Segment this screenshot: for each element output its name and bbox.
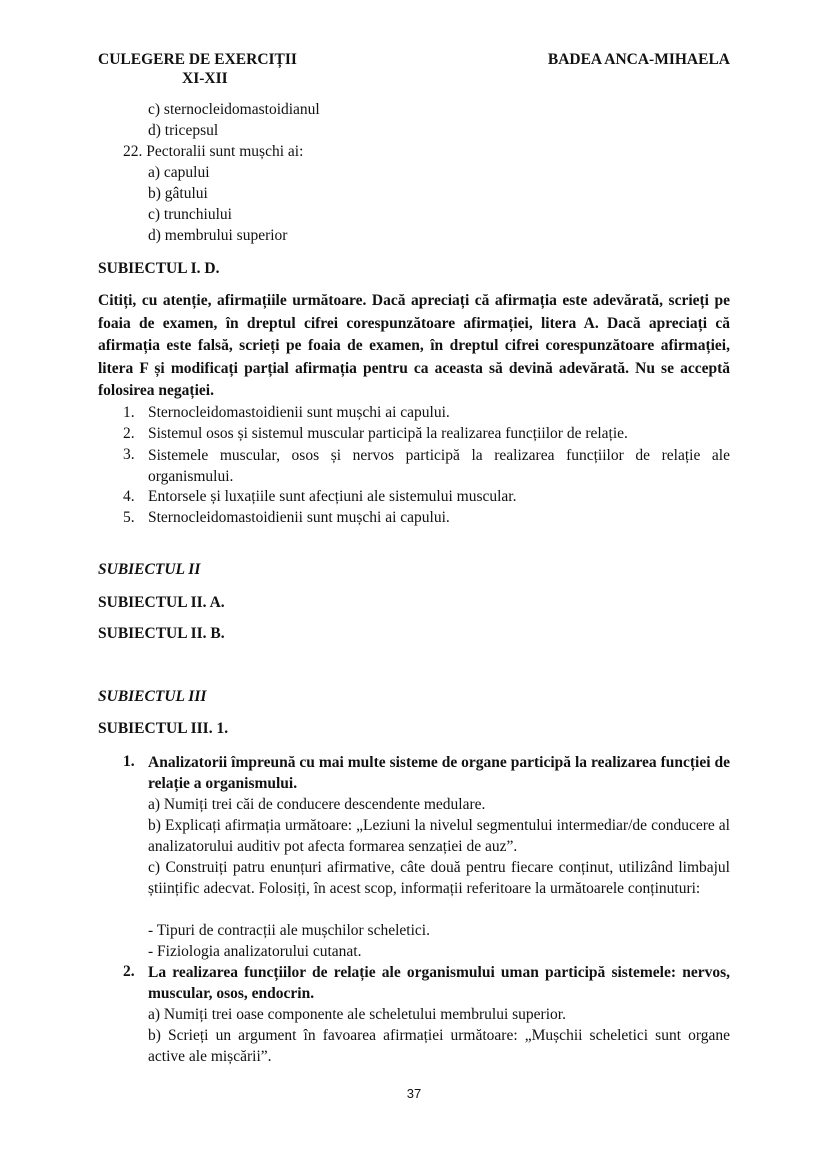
statement-item: Sistemul osos și sistemul muscular participă la realizarea funcțiilor de relație. [148,425,628,442]
content-item: - Fiziologia analizatorului cutanat. [148,943,362,960]
section-title-ID: SUBIECTUL I. D. [98,260,220,277]
question-number: 2. [123,963,135,980]
statement-item: Sistemele muscular, osos și nervos participă la realizarea funcțiilor de relație ale organismului. [148,447,730,485]
q22-option-c: c) trunchiului [148,206,232,223]
section-title-II: SUBIECTUL II [98,561,201,578]
section-instructions: Citiți, cu atenție, afirmațiile următoare. Dacă apreciați că afirmația este adevărată, scrieți pe foaia de examen, în dreptul cifrei corespunzătoare afirmației, litera A. Dacă apreciați că afirmația este falsă, scrieți pe foaia de examen, în dreptul cifrei corespunzătoare afirmației, litera F și modificați parțial afirmația pentru ca aceasta să devină adevărată. Nu se acceptă folosirea negației. [98,292,730,399]
statement-item: Sternocleidomastoidienii sunt mușchi ai capului. [148,509,450,526]
item-number: 1. [123,404,135,421]
book-title-line2: XI-XII [182,70,228,87]
question-part-b: b) Explicați afirmația următoare: „Leziuni la nivelul segmentului intermediar/de conducere al analizatorului auditiv pot afecta formarea senzației de auz”. [148,817,730,855]
q22-option-a: a) capului [148,164,210,181]
question-part-b: b) Scrieți un argument în favoarea afirmației următoare: „Mușchii scheletici sunt organe active ale mișcării”. [148,1027,730,1065]
q22-option-d: d) membrului superior [148,227,288,244]
content-item: - Tipuri de contracții ale mușchilor scheletici. [148,922,430,939]
question-title: La realizarea funcțiilor de relație ale organismului uman participă sistemele: nervos, muscular, osos, endocrin. [148,964,730,1002]
item-number: 2. [123,425,135,442]
option-c: c) sternocleidomastoidianul [148,101,320,118]
statement-item: Entorsele și luxațiile sunt afecțiuni ale sistemului muscular. [148,488,517,505]
section-title-III: SUBIECTUL III [98,688,207,705]
question-part-c: c) Construiți patru enunțuri afirmative, câte două pentru fiecare conținut, utilizând limbajul științific adecvat. Folosiți, în acest scop, informații referitoare la următoarele conținuturi: [148,859,730,897]
section-title-IIB: SUBIECTUL II. B. [98,625,225,642]
item-number: 3. [123,446,135,463]
question-title: Analizatorii împreună cu mai multe sisteme de organe participă la realizarea funcției de relație a organismului. [148,754,730,792]
item-number: 5. [123,509,135,526]
q22-option-b: b) gâtului [148,185,208,202]
page-number: 37 [406,1086,422,1101]
statement-item: Sternocleidomastoidienii sunt mușchi ai capului. [148,404,450,421]
option-d: d) tricepsul [148,122,219,139]
book-title-line1: CULEGERE DE EXERCIȚII [98,51,297,68]
item-number: 4. [123,488,135,505]
author-name: BADEA ANCA-MIHAELA [547,51,730,68]
question-number: 1. [123,753,135,770]
question-part-a: a) Numiți trei căi de conducere descendente medulare. [148,796,486,813]
book-title [98,50,297,88]
question-part-a: a) Numiți trei oase componente ale scheletului membrului superior. [148,1006,566,1023]
section-title-III1: SUBIECTUL III. 1. [98,720,229,737]
question-22: 22. Pectoralii sunt mușchi ai: [123,143,304,160]
section-title-IIA: SUBIECTUL II. A. [98,594,225,611]
